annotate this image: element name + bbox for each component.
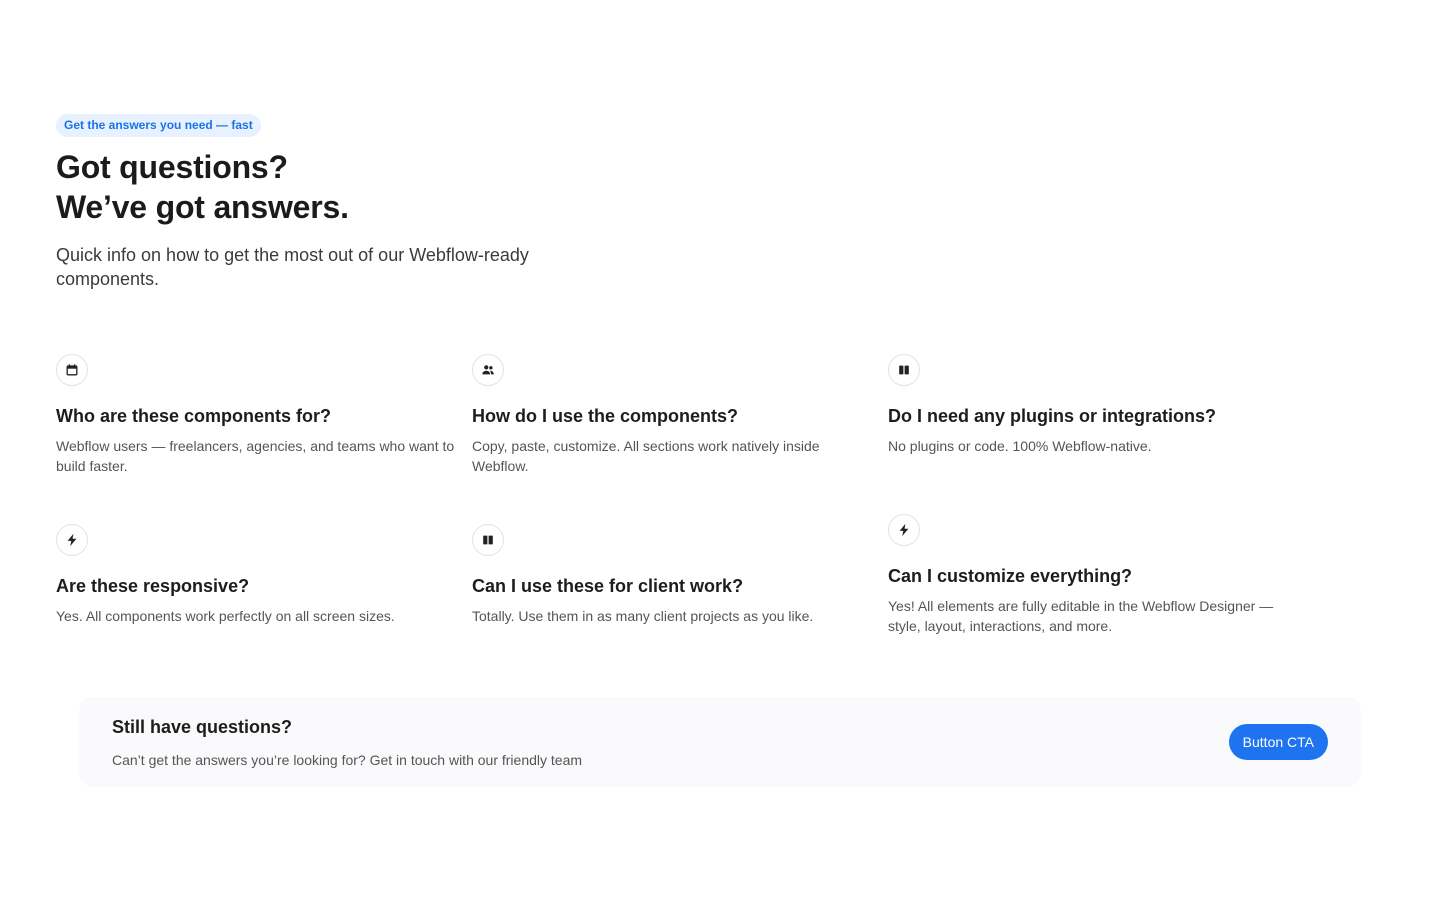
faq-answer: Webflow users — freelancers, agencies, and teams who want to build faster. bbox=[56, 438, 455, 474]
headline-line-2: We’ve got answers. bbox=[56, 189, 349, 225]
faq-question: Are these responsive? bbox=[56, 576, 250, 596]
faq-answer: Yes! All elements are fully editable in the Webflow Designer — style, layout, interactions, and more. bbox=[888, 598, 1274, 634]
faq-item-client-work bbox=[472, 524, 872, 626]
users-icon bbox=[472, 354, 504, 386]
faq-question: Can I customize everything? bbox=[888, 566, 1133, 586]
cta-button[interactable]: Button CTA bbox=[1229, 724, 1328, 760]
hero-badge: Get the answers you need — fast bbox=[56, 114, 261, 137]
faq-answer: Copy, paste, customize. All sections work natively inside Webflow. bbox=[472, 438, 820, 474]
contact-cta-bar bbox=[80, 698, 1360, 786]
cta-title: Still have questions? bbox=[112, 717, 293, 737]
lightning-icon bbox=[888, 514, 920, 546]
faq-question: How do I use the components? bbox=[472, 406, 739, 426]
faq-answer: Yes. All components work perfectly on all screen sizes. bbox=[56, 608, 395, 624]
page-title bbox=[56, 147, 676, 227]
faq-answer: No plugins or code. 100% Webflow-native. bbox=[888, 438, 1152, 454]
faq-item-customize bbox=[888, 514, 1288, 636]
faq-item-who bbox=[56, 354, 456, 476]
faq-item-responsive bbox=[56, 524, 456, 626]
calendar-icon bbox=[56, 354, 88, 386]
cta-subtitle: Can’t get the answers you’re looking for? Get in touch with our friendly team bbox=[112, 752, 583, 768]
faq-item-plugins bbox=[888, 354, 1288, 456]
book-icon bbox=[888, 354, 920, 386]
faq-answer: Totally. Use them in as many client projects as you like. bbox=[472, 608, 814, 624]
hero bbox=[56, 114, 676, 291]
headline-line-1: Got questions? bbox=[56, 149, 288, 185]
book-icon bbox=[472, 524, 504, 556]
faq-question: Can I use these for client work? bbox=[472, 576, 744, 596]
faq-question: Do I need any plugins or integrations? bbox=[888, 406, 1217, 426]
faq-item-how bbox=[472, 354, 872, 476]
faq-question: Who are these components for? bbox=[56, 406, 332, 426]
hero-subhead: Quick info on how to get the most out of our Webflow-ready components. bbox=[56, 245, 529, 289]
lightning-icon bbox=[56, 524, 88, 556]
